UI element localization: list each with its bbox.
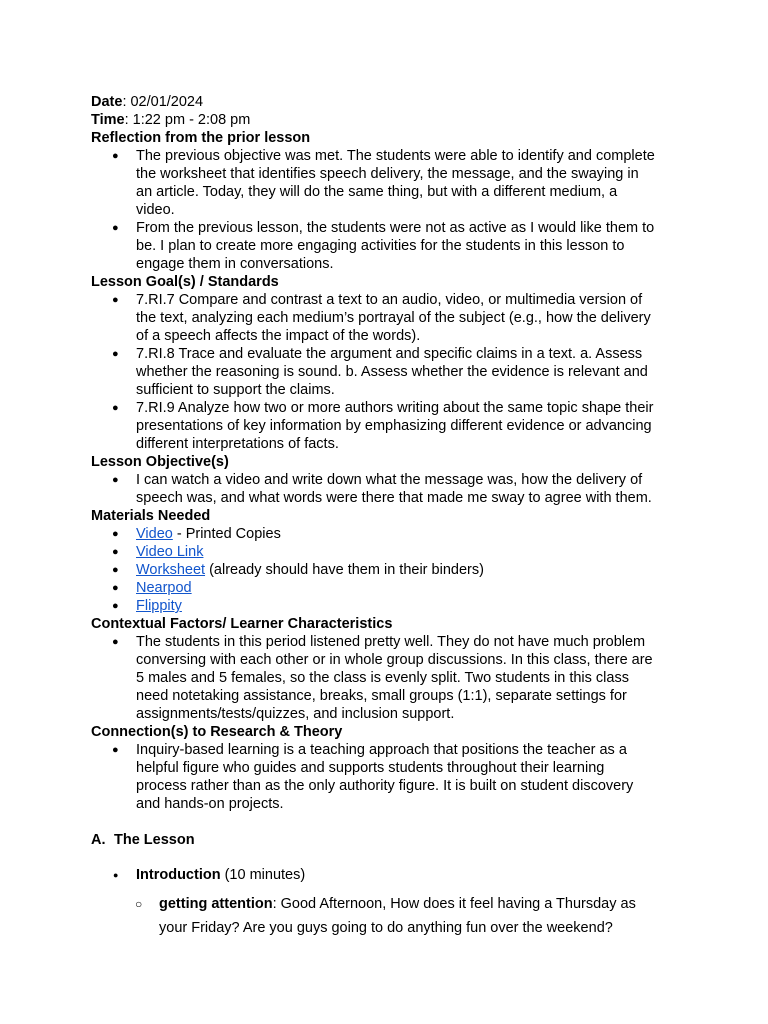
list-item-line: ● 7.RI.9 Analyze how two or more authors writing about the same topic shape their <box>136 400 654 416</box>
worksheet-link[interactable]: Worksheet <box>136 562 206 578</box>
list-item-line: an article. Today, they will do the same thing, but with a different medium, a <box>136 184 618 200</box>
lesson-title: The Lesson <box>114 832 195 848</box>
materials-list <box>91 525 691 615</box>
date-value: : 02/01/2024 <box>122 94 204 110</box>
list-item-line: and hands-on projects. <box>136 796 284 812</box>
list-item-line: engage them in conversations. <box>136 256 334 272</box>
date-label: Date <box>91 94 123 110</box>
list-item <box>91 399 691 453</box>
list-item-line: 5 males and 5 females, so the class is evenly split. Two students in this class <box>136 670 629 686</box>
lesson-heading <box>91 831 691 849</box>
introduction-item <box>91 866 691 884</box>
lesson-letter: A. <box>91 832 106 848</box>
list-item-line: presentations of key information by emphasizing different evidence or advancing <box>136 418 652 434</box>
list-item <box>91 471 691 507</box>
list-item-line: need notetaking assistance, breaks, small groups (1:1), separate settings for <box>136 688 627 704</box>
list-item-line: conversing with each other or in whole group discussions. In this class, there are <box>136 652 653 668</box>
objectives-list <box>91 471 691 507</box>
list-item-line: the text, analyzing each medium’s portrayal of the subject (e.g., how the delivery <box>136 310 651 326</box>
list-item <box>91 561 691 579</box>
list-item-line: helpful figure who guides and supports students throughout their learning <box>136 760 605 776</box>
list-item <box>91 291 691 345</box>
list-item <box>91 525 691 543</box>
time-value: : 1:22 pm - 2:08 pm <box>124 112 251 128</box>
reflection-heading: Reflection from the prior lesson <box>91 130 311 146</box>
list-item-line: of a speech affects the impact of the words). <box>136 328 421 344</box>
list-item-line: ● 7.RI.7 Compare and contrast a text to an audio, video, or multimedia version of <box>136 292 643 308</box>
list-item-line: video. <box>136 202 175 218</box>
date-line <box>91 93 691 111</box>
introduction-label: Introduction <box>136 867 221 883</box>
video-link-link[interactable]: Video Link <box>136 544 204 560</box>
list-item-line: process rather than as the only authority figure. It is built on student discovery <box>136 778 634 794</box>
reflection-list <box>91 147 691 273</box>
introduction-duration: (10 minutes) <box>220 867 306 883</box>
video-link[interactable]: Video <box>136 526 173 542</box>
time-line <box>91 111 691 129</box>
list-item-line: ● From the previous lesson, the students were not as active as I would like them to <box>136 220 655 236</box>
lesson-plan-document <box>91 93 691 940</box>
list-item-line: sufficient to support the claims. <box>136 382 335 398</box>
attention-line <box>159 892 691 916</box>
attention-line: your Friday? Are you guys going to do anything fun over the weekend? <box>159 920 613 936</box>
list-item <box>91 345 691 399</box>
goals-list <box>91 291 691 453</box>
contextual-heading: Contextual Factors/ Learner Characteristics <box>91 616 393 632</box>
list-item-line: different interpretations of facts. <box>136 436 339 452</box>
list-item-line: be. I plan to create more engaging activities for the students in this lesson to <box>136 238 625 254</box>
list-item <box>91 147 691 219</box>
list-item-line: speech was, and what words were there that made me sway to agree with them. <box>136 490 652 506</box>
contextual-list <box>91 633 691 723</box>
list-item <box>91 543 691 561</box>
material-note: - Printed Copies <box>172 526 281 542</box>
objectives-heading: Lesson Objective(s) <box>91 454 229 470</box>
goals-heading: Lesson Goal(s) / Standards <box>91 274 279 290</box>
list-item-line: ● The previous objective was met. The students were able to identify and complete <box>136 148 655 164</box>
list-item-line: ● I can watch a video and write down what the message was, how the delivery of <box>136 472 643 488</box>
list-item-line: ● 7.RI.8 Trace and evaluate the argument and specific claims in a text. a. Assess <box>136 346 643 362</box>
material-note: (already should have them in their binders) <box>205 562 484 578</box>
nearpod-link[interactable]: Nearpod <box>136 580 192 596</box>
list-item <box>91 741 691 813</box>
connection-list <box>91 741 691 813</box>
attention-text: : Good Afternoon, How does it feel having a Thursday as <box>272 896 636 912</box>
materials-heading: Materials Needed <box>91 508 211 524</box>
list-item <box>91 597 691 615</box>
flippity-link[interactable]: Flippity <box>136 598 182 614</box>
list-item <box>91 633 691 723</box>
list-item-line: ● Inquiry-based learning is a teaching approach that positions the teacher as a <box>136 742 627 758</box>
attention-item <box>91 892 691 940</box>
time-label: Time <box>91 112 125 128</box>
list-item-line: ● The students in this period listened pretty well. They do not have much problem <box>136 634 646 650</box>
attention-label: getting attention <box>159 896 273 912</box>
list-item-line: the worksheet that identifies speech delivery, the message, and the swaying in <box>136 166 639 182</box>
connection-heading: Connection(s) to Research & Theory <box>91 724 343 740</box>
list-item-line: assignments/tests/quizzes, and inclusion support. <box>136 706 455 722</box>
list-item <box>91 579 691 597</box>
list-item <box>91 219 691 273</box>
list-item-line: whether the reasoning is sound. b. Assess whether the evidence is relevant and <box>136 364 648 380</box>
